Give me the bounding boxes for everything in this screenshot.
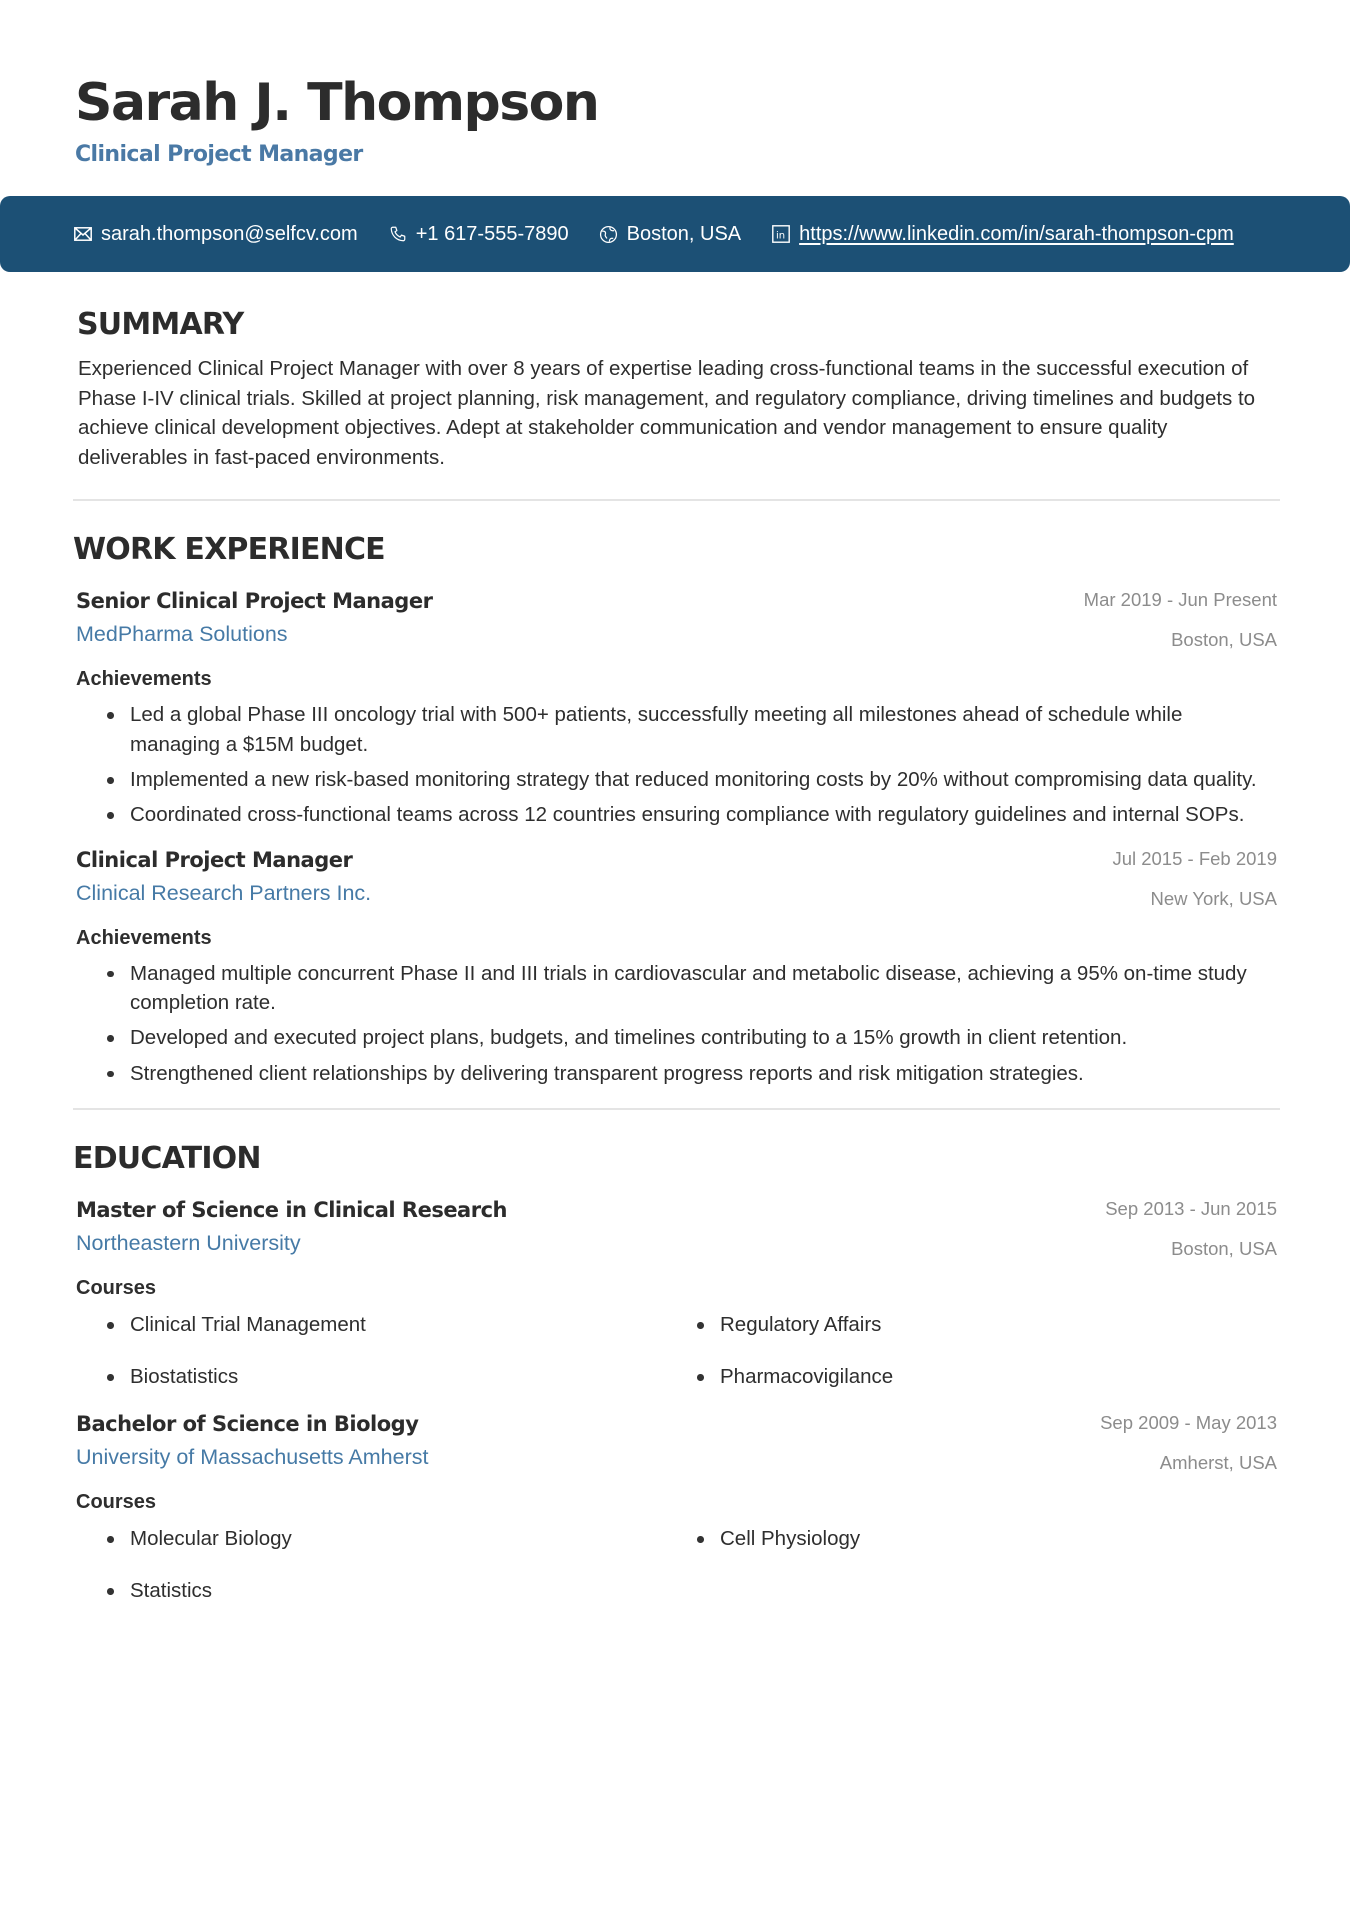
- summary-section: [73, 298, 1280, 472]
- education-entry: [73, 1408, 1280, 1606]
- education-dates: Sep 2013 - Jun 2015: [1105, 1198, 1277, 1220]
- contact-location: [599, 223, 742, 246]
- school-name: Northeastern University: [76, 1231, 301, 1256]
- linkedin-link[interactable]: https://www.linkedin.com/in/sarah-thompson-cpm: [799, 222, 1234, 245]
- degree-title: Master of Science in Clinical Research: [76, 1198, 507, 1223]
- resume-content: [73, 298, 1280, 1606]
- section-divider: [73, 1108, 1280, 1110]
- job-dates: Mar 2019 - Jun Present: [1083, 589, 1277, 611]
- list-item: Cell Physiology: [720, 1524, 1310, 1554]
- list-item: Developed and executed project plans, budgets, and timelines contributing to a 15% growth in client retention.: [130, 1023, 1280, 1053]
- section-divider: [73, 499, 1280, 501]
- job-dates: Jul 2015 - Feb 2019: [1112, 847, 1277, 869]
- summary-heading: SUMMARY: [77, 307, 244, 342]
- candidate-role: Clinical Project Manager: [75, 142, 363, 167]
- list-item: Led a global Phase III oncology trial with 500+ patients, successfully meeting all milestones ahead of schedule while managing a $15M budget.: [130, 700, 1280, 759]
- work-experience-section: [73, 523, 1280, 1088]
- education-section: [73, 1132, 1280, 1606]
- globe-icon: [599, 224, 619, 244]
- list-item: Clinical Trial Management: [130, 1310, 720, 1340]
- phone-icon: [388, 224, 408, 244]
- job-location: Boston, USA: [1171, 629, 1277, 651]
- resume-header: [75, 70, 598, 167]
- achievements-list: [73, 959, 1280, 1088]
- education-location: Boston, USA: [1171, 1238, 1277, 1260]
- envelope-icon: [73, 224, 93, 244]
- education-location: Amherst, USA: [1159, 1452, 1277, 1474]
- contact-phone[interactable]: [388, 223, 569, 246]
- courses-label: Courses: [76, 1277, 157, 1300]
- list-item: Statistics: [130, 1576, 720, 1606]
- linkedin-icon: [771, 224, 791, 244]
- candidate-name: Sarah J. Thompson: [75, 73, 599, 133]
- list-item: Coordinated cross-functional teams across 12 countries ensuring compliance with regulatory guidelines and internal SOPs.: [130, 800, 1280, 830]
- job-entry: [73, 585, 1280, 829]
- summary-text: Experienced Clinical Project Manager with over 8 years of expertise leading cross-functional teams in the successful execution of Phase I-IV clinical trials. Skilled at project planning, risk management, and regulatory compliance, driving timelines and budgets to achieve clinical development objectives. Adept at stakeholder communication and vendor management to ensure quality deliverables in fast-paced environments.: [78, 357, 1256, 469]
- location-text: Boston, USA: [626, 222, 742, 245]
- school-name: University of Massachusetts Amherst: [76, 1445, 429, 1470]
- list-item: Molecular Biology: [130, 1524, 720, 1554]
- education-dates: Sep 2009 - May 2013: [1100, 1412, 1277, 1434]
- job-title: Clinical Project Manager: [76, 847, 353, 872]
- achievements-label: Achievements: [76, 668, 212, 691]
- company-name: Clinical Research Partners Inc.: [76, 880, 372, 905]
- contact-banner: [0, 196, 1350, 272]
- svg-text:in: in: [776, 230, 786, 242]
- work-experience-heading: WORK EXPERIENCE: [73, 532, 385, 568]
- courses-list: [73, 1524, 1280, 1606]
- list-item: Managed multiple concurrent Phase II and III trials in cardiovascular and metabolic disease, achieving a 95% on-time study completion rate.: [130, 959, 1280, 1018]
- phone-text: +1 617-555-7890: [415, 222, 569, 245]
- courses-list: [73, 1310, 1280, 1392]
- job-location: New York, USA: [1150, 887, 1277, 909]
- education-heading: EDUCATION: [73, 1141, 261, 1177]
- list-item: Regulatory Affairs: [720, 1310, 1310, 1340]
- list-item: Biostatistics: [130, 1362, 720, 1392]
- job-title: Senior Clinical Project Manager: [76, 589, 433, 614]
- contact-email[interactable]: [73, 223, 358, 246]
- achievements-list: [73, 700, 1280, 829]
- courses-label: Courses: [76, 1491, 157, 1514]
- job-entry: [73, 844, 1280, 1088]
- list-item: Implemented a new risk-based monitoring strategy that reduced monitoring costs by 20% without compromising data quality.: [130, 765, 1280, 795]
- email-text: sarah.thompson@selfcv.com: [101, 222, 358, 245]
- degree-title: Bachelor of Science in Biology: [76, 1412, 419, 1437]
- list-item: Pharmacovigilance: [720, 1362, 1310, 1392]
- list-item: Strengthened client relationships by delivering transparent progress reports and risk mitigation strategies.: [130, 1059, 1280, 1089]
- education-entry: [73, 1194, 1280, 1392]
- company-name: MedPharma Solutions: [76, 622, 288, 647]
- achievements-label: Achievements: [76, 926, 212, 949]
- contact-linkedin[interactable]: [771, 223, 1234, 246]
